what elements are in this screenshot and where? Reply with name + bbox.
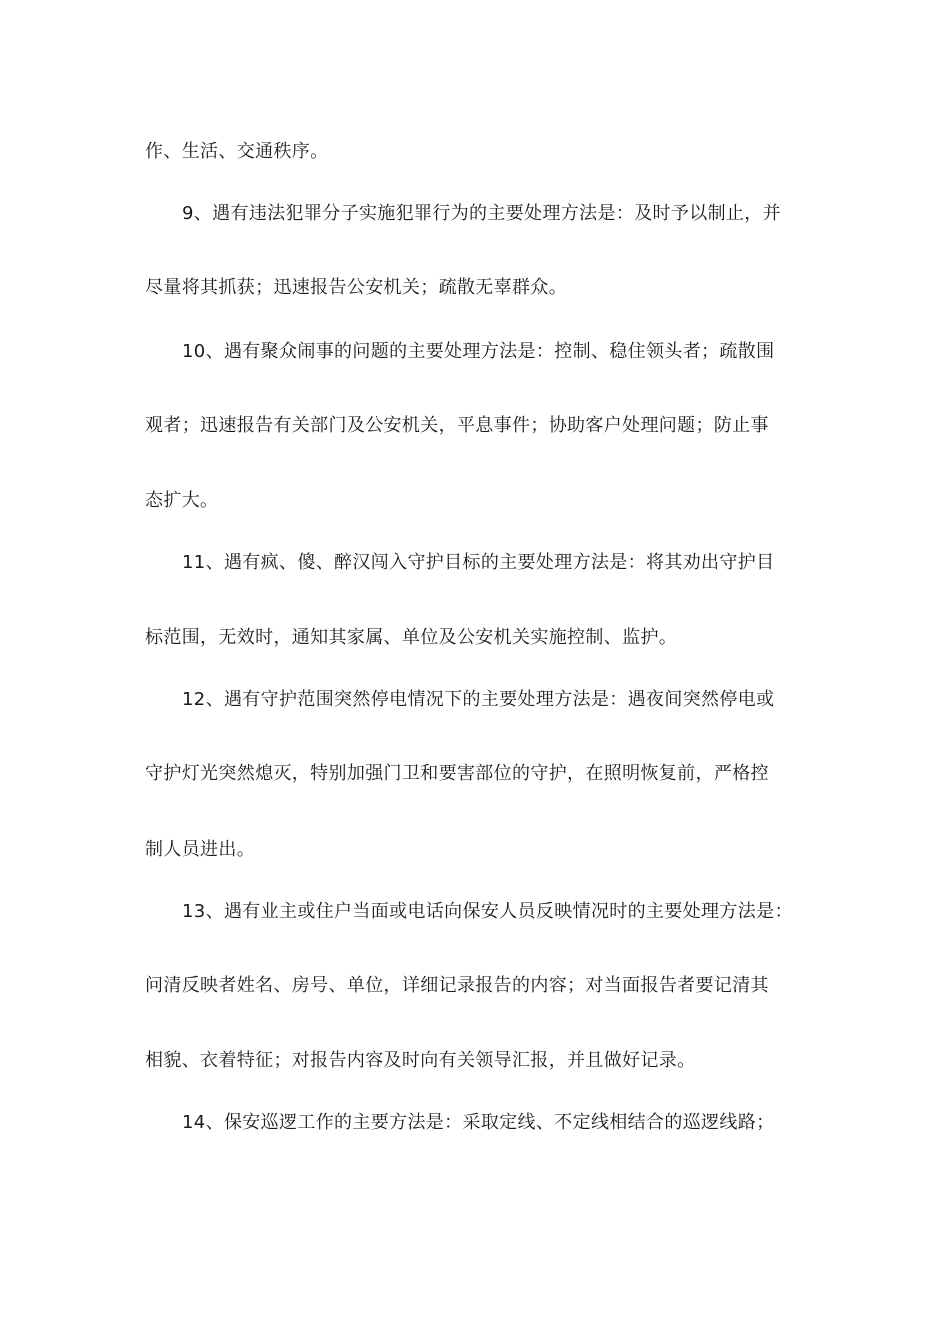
text-line: 守护灯光突然熄灭，特别加强门卫和要害部位的守护，在照明恢复前，严格控 bbox=[145, 763, 769, 784]
text-line: 相貌、衣着特征；对报告内容及时向有关领导汇报，并且做好记录。 bbox=[145, 1050, 696, 1071]
text-line: 问清反映者姓名、房号、单位，详细记录报告的内容；对当面报告者要记清其 bbox=[145, 975, 769, 996]
paragraph-14-first-line: 14、保安巡逻工作的主要方法是：采取定线、不定线相结合的巡逻线路； bbox=[182, 1112, 775, 1133]
text-line: 标范围，无效时，通知其家属、单位及公安机关实施控制、监护。 bbox=[145, 627, 678, 648]
text-line: 制人员进出。 bbox=[145, 839, 256, 860]
paragraph-9-first-line: 9、遇有违法犯罪分子实施犯罪行为的主要处理方法是：及时予以制止，并 bbox=[182, 203, 781, 224]
text-line: 观者；迅速报告有关部门及公安机关，平息事件；协助客户处理问题；防止事 bbox=[145, 415, 769, 436]
text-line: 态扩大。 bbox=[145, 490, 219, 511]
text-line: 尽量将其抓获；迅速报告公安机关；疏散无辜群众。 bbox=[145, 277, 568, 298]
paragraph-11-first-line: 11、遇有疯、傻、醉汉闯入守护目标的主要处理方法是：将其劝出守护目 bbox=[182, 552, 775, 573]
text-line: 作、生活、交通秩序。 bbox=[145, 141, 329, 162]
paragraph-13-first-line: 13、遇有业主或住户当面或电话向保安人员反映情况时的主要处理方法是： bbox=[182, 901, 793, 922]
paragraph-10-first-line: 10、遇有聚众闹事的问题的主要处理方法是：控制、稳住领头者；疏散围 bbox=[182, 341, 775, 362]
paragraph-12-first-line: 12、遇有守护范围突然停电情况下的主要处理方法是：遇夜间突然停电或 bbox=[182, 689, 775, 710]
